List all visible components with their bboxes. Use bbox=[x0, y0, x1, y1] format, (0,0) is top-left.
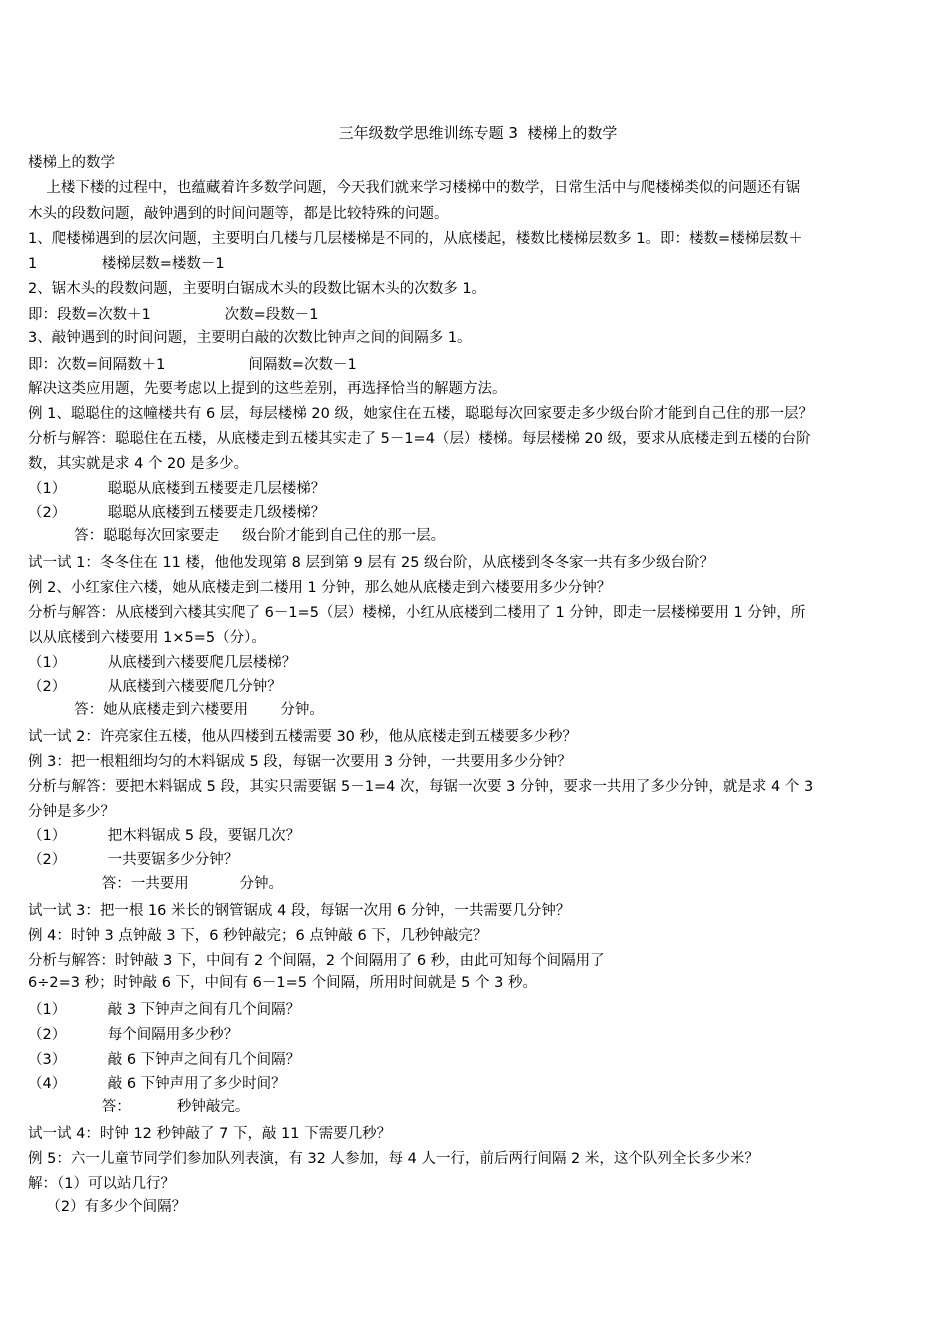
section-heading: 楼梯上的数学 bbox=[28, 155, 115, 171]
example-1: 例 1、聪聪住的这幢楼共有 6 层，每层楼梯 20 级，她家住在五楼，聪聪每次回家要走多少级台阶才能到自己住的那一层？ bbox=[28, 406, 813, 422]
paragraph-line: 数，其实就是求 4 个 20 是多少。 bbox=[28, 456, 249, 472]
paragraph-line: 即：次数=间隔数＋1 间隔数=次数－1 bbox=[28, 357, 357, 373]
solution-line: （2）有多少个间隔？ bbox=[28, 1199, 187, 1215]
paragraph-line: 3、敲钟遇到的时间问题，主要明白敲的次数比钟声之间的间隔多 1。 bbox=[28, 330, 472, 346]
question-line: （2） 一共要锯多少分钟？ bbox=[28, 852, 239, 868]
answer-line: 答：她从底楼走到六楼要用 分钟。 bbox=[28, 702, 324, 718]
page-title: 三年级数学思维训练专题 3 楼梯上的数学 bbox=[338, 124, 618, 142]
paragraph-line: 分析与解答：要把木料锯成 5 段，其实只需要锯 5－1=4 次，每锯一次要 3 分钟，要求一共用了多少分钟，就是求 4 个 3 bbox=[28, 779, 814, 795]
answer-line: 答：聪聪每次回家要走 级台阶才能到自己住的那一层。 bbox=[28, 528, 446, 544]
paragraph-line: 解决这类应用题，先要考虑以上提到的这些差别，再选择恰当的解题方法。 bbox=[28, 381, 507, 397]
question-line: （2） 每个间隔用多少秒？ bbox=[28, 1027, 239, 1043]
paragraph-line: 以从底楼到六楼要用 1×5=5（分）。 bbox=[28, 630, 266, 646]
practice-2: 试一试 2：许亮家住五楼，他从四楼到五楼需要 30 秒，他从底楼走到五楼要多少秒？ bbox=[28, 729, 578, 745]
example-4: 例 4：时钟 3 点钟敲 3 下，6 秒钟敲完；6 点钟敲 6 下，几秒钟敲完？ bbox=[28, 928, 488, 944]
practice-1: 试一试 1：冬冬住在 11 楼，他他发现第 8 层到第 9 层有 25 级台阶，从底楼到冬冬家一共有多少级台阶？ bbox=[28, 555, 715, 571]
question-line: （1） 从底楼到六楼要爬几层楼梯？ bbox=[28, 655, 297, 671]
paragraph-line: 木头的段数问题，敲钟遇到的时间问题等，都是比较特殊的问题。 bbox=[28, 206, 449, 222]
question-line: （1） 聪聪从底楼到五楼要走几层楼梯？ bbox=[28, 481, 326, 497]
paragraph-line: 分析与解答：时钟敲 3 下，中间有 2 个间隔，2 个间隔用了 6 秒，由此可知每个间隔用了 bbox=[28, 953, 605, 969]
practice-4: 试一试 4：时钟 12 秒钟敲了 7 下，敲 11 下需要几秒？ bbox=[28, 1126, 392, 1142]
paragraph-line: 6÷2=3 秒；时钟敲 6 下，中间有 6－1=5 个间隔，所用时间就是 5 个 3 秒。 bbox=[28, 975, 537, 991]
example-2: 例 2、小红家住六楼，她从底楼走到二楼用 1 分钟，那么她从底楼走到六楼要用多少分钟？ bbox=[28, 580, 612, 596]
paragraph-line: 上楼下楼的过程中，也蕴藏着许多数学问题，今天我们就来学习楼梯中的数学，日常生活中与爬楼梯类似的问题还有锯 bbox=[28, 180, 801, 196]
question-line: （1） 敲 3 下钟声之间有几个间隔？ bbox=[28, 1002, 301, 1018]
question-line: （4） 敲 6 下钟声用了多少时间？ bbox=[28, 1076, 286, 1092]
paragraph-line: 分析与解答：聪聪住在五楼，从底楼走到五楼其实走了 5－1=4（层）楼梯。每层楼梯 20 级，要求从底楼走到五楼的台阶 bbox=[28, 431, 811, 447]
example-3: 例 3：把一根粗细均匀的木料锯成 5 段，每锯一次要用 3 分钟，一共要用多少分钟？ bbox=[28, 754, 572, 770]
paragraph-line: 即：段数=次数＋1 次数=段数－1 bbox=[28, 307, 319, 323]
question-line: （3） 敲 6 下钟声之间有几个间隔？ bbox=[28, 1052, 301, 1068]
paragraph-line: 1 楼梯层数=楼数－1 bbox=[28, 256, 225, 272]
paragraph-line: 分析与解答：从底楼到六楼其实爬了 6－1=5（层）楼梯，小红从底楼到二楼用了 1 分钟，即走一层楼梯要用 1 分钟，所 bbox=[28, 605, 806, 621]
paragraph-line: 1、爬楼梯遇到的层次问题，主要明白几楼与几层楼梯是不同的，从底楼起，楼数比楼梯层数多 1。即：楼数=楼梯层数＋ bbox=[28, 231, 803, 247]
question-line: （2） 从底楼到六楼要爬几分钟？ bbox=[28, 679, 282, 695]
practice-3: 试一试 3：把一根 16 米长的钢管锯成 4 段，每锯一次用 6 分钟，一共需要几分钟？ bbox=[28, 903, 571, 919]
paragraph-line: 分钟是多少？ bbox=[28, 804, 115, 820]
answer-line: 答： 秒钟敲完。 bbox=[28, 1099, 250, 1115]
question-line: （1） 把木料锯成 5 段，要锯几次？ bbox=[28, 828, 301, 844]
question-line: （2） 聪聪从底楼到五楼要走几级楼梯？ bbox=[28, 505, 326, 521]
paragraph-line: 2、锯木头的段数问题，主要明白锯成木头的段数比锯木头的次数多 1。 bbox=[28, 281, 487, 297]
answer-line: 答：一共要用 分钟。 bbox=[28, 876, 283, 892]
example-5: 例 5：六一儿童节同学们参加队列表演，有 32 人参加，每 4 人一行，前后两行间隔 2 米，这个队列全长多少米？ bbox=[28, 1151, 759, 1167]
solution-line: 解：（1）可以站几行？ bbox=[28, 1176, 175, 1192]
